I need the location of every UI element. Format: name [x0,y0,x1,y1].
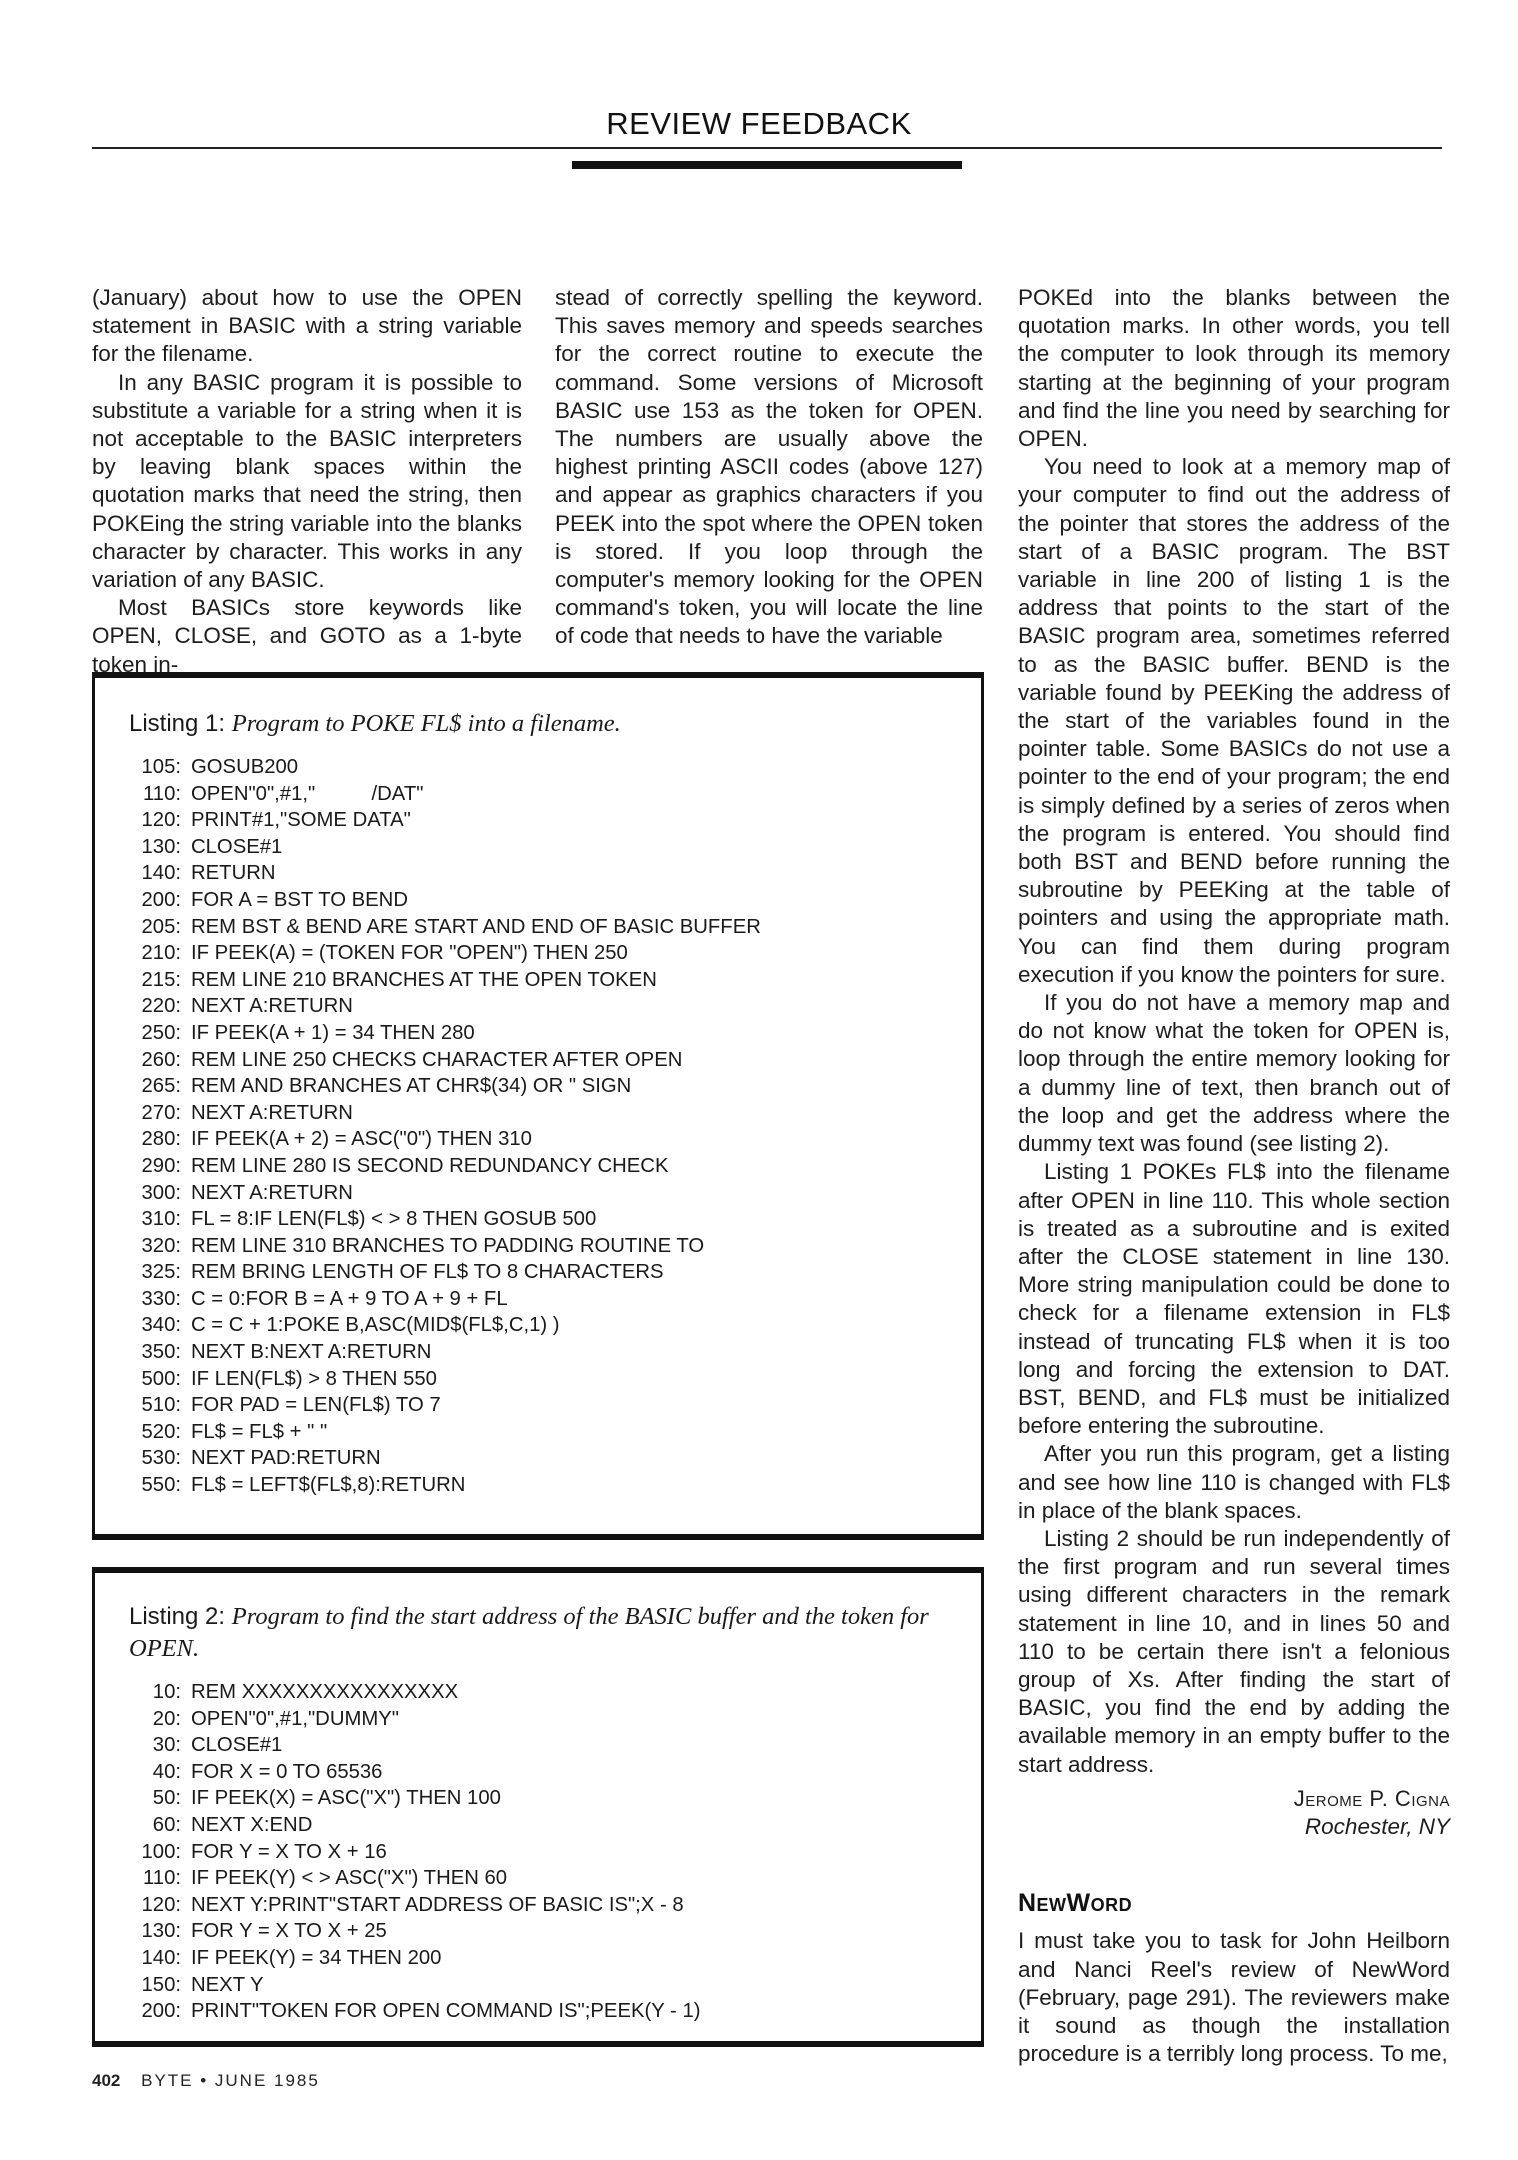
code-text: CLOSE#1 [191,835,283,858]
code-line [129,1839,949,1866]
code-line [129,1180,949,1207]
code-line [129,1126,949,1153]
code-line [129,1206,949,1233]
code-line [129,860,949,887]
line-number: 215: [141,968,181,991]
line-number: 250: [141,1021,181,1044]
code-text: C = C + 1:POKE B,ASC(MID$(FL$,C,1) ) [191,1314,560,1337]
line-number: 200: [141,888,181,911]
code-text: REM AND BRANCHES AT CHR$(34) OR " SIGN [191,1075,632,1098]
code-line [129,1472,949,1499]
code-text: FL = 8:IF LEN(FL$) < > 8 THEN GOSUB 500 [191,1208,597,1231]
code-text: OPEN"0",#1,"DUMMY" [191,1707,399,1730]
code-text: NEXT B:NEXT A:RETURN [191,1341,432,1364]
code-text: C = 0:FOR B = A + 9 TO A + 9 + FL [191,1287,508,1310]
code-line [129,1706,949,1733]
line-number: 110: [143,782,181,805]
code-text: PRINT#1,"SOME DATA" [191,809,411,832]
line-number: 30: [152,1734,181,1757]
code-text: FOR A = BST TO BEND [191,888,408,911]
line-number: 270: [141,1101,181,1124]
code-text: FL$ = LEFT$(FL$,8):RETURN [191,1474,466,1497]
code-line [129,1865,949,1892]
code-line [129,1759,949,1786]
signature-name: Jerome P. Cigna [1293,1785,1450,1811]
code-line [129,1998,949,2025]
line-number: 320: [141,1234,181,1257]
code-text: NEXT Y [191,1973,264,1996]
line-number: 210: [141,942,181,965]
code-line [129,1020,949,1047]
listing-1-description: Program to POKE FL$ into a filename. [231,710,621,737]
letter-paragraph: Most BASICs store keywords like OPEN, CLOSE, and GOTO as a 1-byte token in- [92,595,522,677]
line-number: 200: [141,2000,181,2023]
code-text: REM LINE 310 BRANCHES TO PADDING ROUTINE TO [191,1234,705,1257]
listing-1-caption [129,708,949,740]
line-number: 350: [141,1341,181,1364]
letter-signature [1018,1785,1450,1841]
code-text: IF PEEK(X) = ASC("X") THEN 100 [191,1787,501,1810]
code-text: IF LEN(FL$) > 8 THEN 550 [191,1367,437,1390]
column-1 [92,284,522,679]
line-number: 530: [141,1447,181,1470]
code-line [129,1392,949,1419]
code-line [129,1892,949,1919]
code-line [129,1366,949,1393]
code-text: REM BST & BEND ARE START AND END OF BASIC BUFFER [191,915,761,938]
line-number: 325: [141,1261,181,1284]
code-text: FL$ = FL$ + " " [191,1420,328,1443]
line-number: 520: [141,1420,181,1443]
line-number: 120: [141,1893,181,1916]
column-3 [1018,284,1450,2068]
code-text: NEXT X:END [191,1813,313,1836]
code-text: REM LINE 210 BRANCHES AT THE OPEN TOKEN [191,968,657,991]
letter-paragraph: After you run this program, get a listing and see how line 110 is changed with FL$ in place of the blank spaces. [1018,1441,1450,1523]
listing-2-code [129,1679,949,2025]
code-text: IF PEEK(A + 2) = ASC("0") THEN 310 [191,1128,532,1151]
letter-paragraph: (January) about how to use the OPEN statement in BASIC with a string variable for the filename. [92,285,522,367]
letter-paragraph: If you do not have a memory map and do not know what the token for OPEN is, loop through the entire memory looking for a dummy line of text, then branch out of the loop and get the address where the dummy text was found (see listing 2). [1018,990,1450,1157]
code-text: RETURN [191,862,276,885]
line-number: 20: [152,1707,181,1730]
line-number: 40: [152,1760,181,1783]
code-text: REM XXXXXXXXXXXXXXXX [191,1681,459,1703]
code-text: GOSUB200 [191,756,299,778]
line-number: 10: [152,1681,181,1703]
code-line [129,807,949,834]
line-number: 330: [141,1287,181,1310]
code-text: FOR PAD = LEN(FL$) TO 7 [191,1394,441,1417]
line-number: 220: [141,995,181,1018]
code-text: NEXT PAD:RETURN [191,1447,381,1470]
code-line [129,1153,949,1180]
line-number: 140: [141,1946,181,1969]
line-number: 100: [141,1840,181,1863]
code-line [129,1286,949,1313]
code-text: FOR X = 0 TO 65536 [191,1760,383,1783]
code-line [129,914,949,941]
page-number: 402 [92,2071,121,2090]
code-text: REM LINE 250 CHECKS CHARACTER AFTER OPEN [191,1048,683,1071]
signature-location: Rochester, NY [1304,1813,1450,1839]
listing-1-box [92,672,984,1540]
code-text: NEXT A:RETURN [191,1101,353,1124]
header-rule [92,147,1442,149]
publication-line: BYTE • JUNE 1985 [141,2071,320,2090]
code-line [129,1445,949,1472]
line-number: 130: [141,1920,181,1943]
code-text: REM BRING LENGTH OF FL$ TO 8 CHARACTERS [191,1261,664,1284]
code-line [129,993,949,1020]
line-number: 150: [141,1973,181,1996]
listing-1-label: Listing 1: [129,710,226,737]
code-line [129,1679,949,1706]
code-text: REM LINE 280 IS SECOND REDUNDANCY CHECK [191,1154,669,1177]
listing-2-label: Listing 2: [129,1603,226,1630]
code-text: CLOSE#1 [191,1734,283,1757]
code-line [129,967,949,994]
code-line [129,940,949,967]
line-number: 340: [141,1314,181,1337]
code-line [129,1945,949,1972]
section-title: REVIEW FEEDBACK [606,106,912,141]
newword-heading: NewWord [1018,1889,1133,1918]
code-line [129,1259,949,1286]
code-text: PRINT"TOKEN FOR OPEN COMMAND IS";PEEK(Y - 1) [191,2000,701,2023]
code-line [129,1918,949,1945]
listing-1-code [129,754,949,1499]
code-line [129,1233,949,1260]
line-number: 50: [152,1787,181,1810]
line-number: 120: [141,809,181,832]
line-number: 140: [141,862,181,885]
line-number: 300: [141,1181,181,1204]
code-line [129,1419,949,1446]
page-footer [92,2071,320,2091]
listing-2-caption [129,1601,949,1665]
line-number: 60: [152,1813,181,1836]
line-number: 260: [141,1048,181,1071]
listing-2-box [92,1567,984,2047]
code-text: FOR Y = X TO X + 25 [191,1920,387,1943]
code-line [129,1073,949,1100]
code-line [129,1732,949,1759]
line-number: 280: [141,1128,181,1151]
code-text: OPEN"0",#1," /DAT" [191,782,424,805]
code-text: IF PEEK(A) = (TOKEN FOR "OPEN") THEN 250 [191,942,628,965]
code-line [129,1312,949,1339]
line-number: 205: [141,915,181,938]
code-text: IF PEEK(A + 1) = 34 THEN 280 [191,1021,475,1044]
code-text: NEXT Y:PRINT"START ADDRESS OF BASIC IS";X - 8 [191,1893,684,1916]
header-accent-bar [572,161,962,169]
code-line [129,887,949,914]
line-number: 550: [141,1474,181,1497]
code-line [129,834,949,861]
line-number: 510: [141,1394,181,1417]
listing-2-description: Program to find the start address of the BASIC buffer and the token for OPEN. [129,1603,929,1662]
line-number: 265: [141,1075,181,1098]
letter-paragraph: stead of correctly spelling the keyword. This saves memory and speeds searches for the correct routine to execute the command. Some versions of Microsoft BASIC use 153 as the token for OPEN. The numbers are usually above the highest printing ASCII codes (above 127) and appear as graphics characters if you PEEK into the spot where the OPEN token is stored. If you loop through the computer's memory looking for the OPEN command's token, you will locate the line of code that needs to have the variable [555,285,983,649]
code-text: IF PEEK(Y) = 34 THEN 200 [191,1946,442,1969]
line-number: 110: [143,1867,181,1890]
code-text: IF PEEK(Y) < > ASC("X") THEN 60 [191,1867,508,1890]
letter-paragraph: In any BASIC program it is possible to substitute a variable for a string when it is not acceptable to the BASIC interpreters by leaving blank spaces within the quotation marks that need the string, then POKEing the string variable into the blanks character by character. This works in any variation of any BASIC. [92,369,522,593]
code-line [129,1972,949,1999]
code-line [129,1047,949,1074]
code-line [129,1100,949,1127]
code-line [129,754,949,781]
column-2 [555,284,983,651]
line-number: 310: [141,1208,181,1231]
line-number: 500: [141,1367,181,1390]
code-line [129,781,949,808]
letter-paragraph: POKEd into the blanks between the quotation marks. In other words, you tell the computer to look through its memory starting at the beginning of your program and find the line you need by searching for OPEN. [1018,285,1450,452]
line-number: 130: [141,835,181,858]
letter-paragraph: Listing 1 POKEs FL$ into the filename after OPEN in line 110. This whole section is treated as a subroutine and is exited after the CLOSE statement in line 130. More string manipulation could be done to check for a filename extension in FL$ instead of truncating FL$ when it is too long and forcing the extension to DAT. BST, BEND, and FL$ must be initialized before entering the subroutine. [1018,1159,1450,1439]
code-text: NEXT A:RETURN [191,995,353,1018]
code-text: NEXT A:RETURN [191,1181,353,1204]
letter-paragraph: Listing 2 should be run independently of the first program and run several times using different characters in the remark statement in line 10, and in lines 50 and 110 to be certain there isn't a felonious group of Xs. After finding the start of BASIC, you find the end by adding the available memory in an empty buffer to the start address. [1018,1525,1450,1777]
newword-paragraph: I must take you to task for John Heilborn and Nanci Reel's review of NewWord (February, page 291). The reviewers make it sound as though the installation procedure is a terribly long process. To me, [1018,1928,1450,2067]
code-line [129,1785,949,1812]
code-text: FOR Y = X TO X + 16 [191,1840,387,1863]
line-number: 105: [141,756,181,778]
letter-paragraph: You need to look at a memory map of your computer to find out the address of the pointer that stores the address of the start of a BASIC program. The BST variable in line 200 of listing 1 is the address that points to the start of the BASIC program area, sometimes referred to as the BASIC buffer. BEND is the variable found by PEEKing the address of the start of the variables found in the pointer table. Some BASICs do not use a pointer to the end of your program; the end is simply defined by a series of zeros when the program is entered. You should find both BST and BEND before running the subroutine by PEEKing at the table of pointers and using the appropriate math. You can find them during program execution if you know the pointers for sure. [1018,454,1450,987]
code-line [129,1812,949,1839]
line-number: 290: [141,1154,181,1177]
code-line [129,1339,949,1366]
